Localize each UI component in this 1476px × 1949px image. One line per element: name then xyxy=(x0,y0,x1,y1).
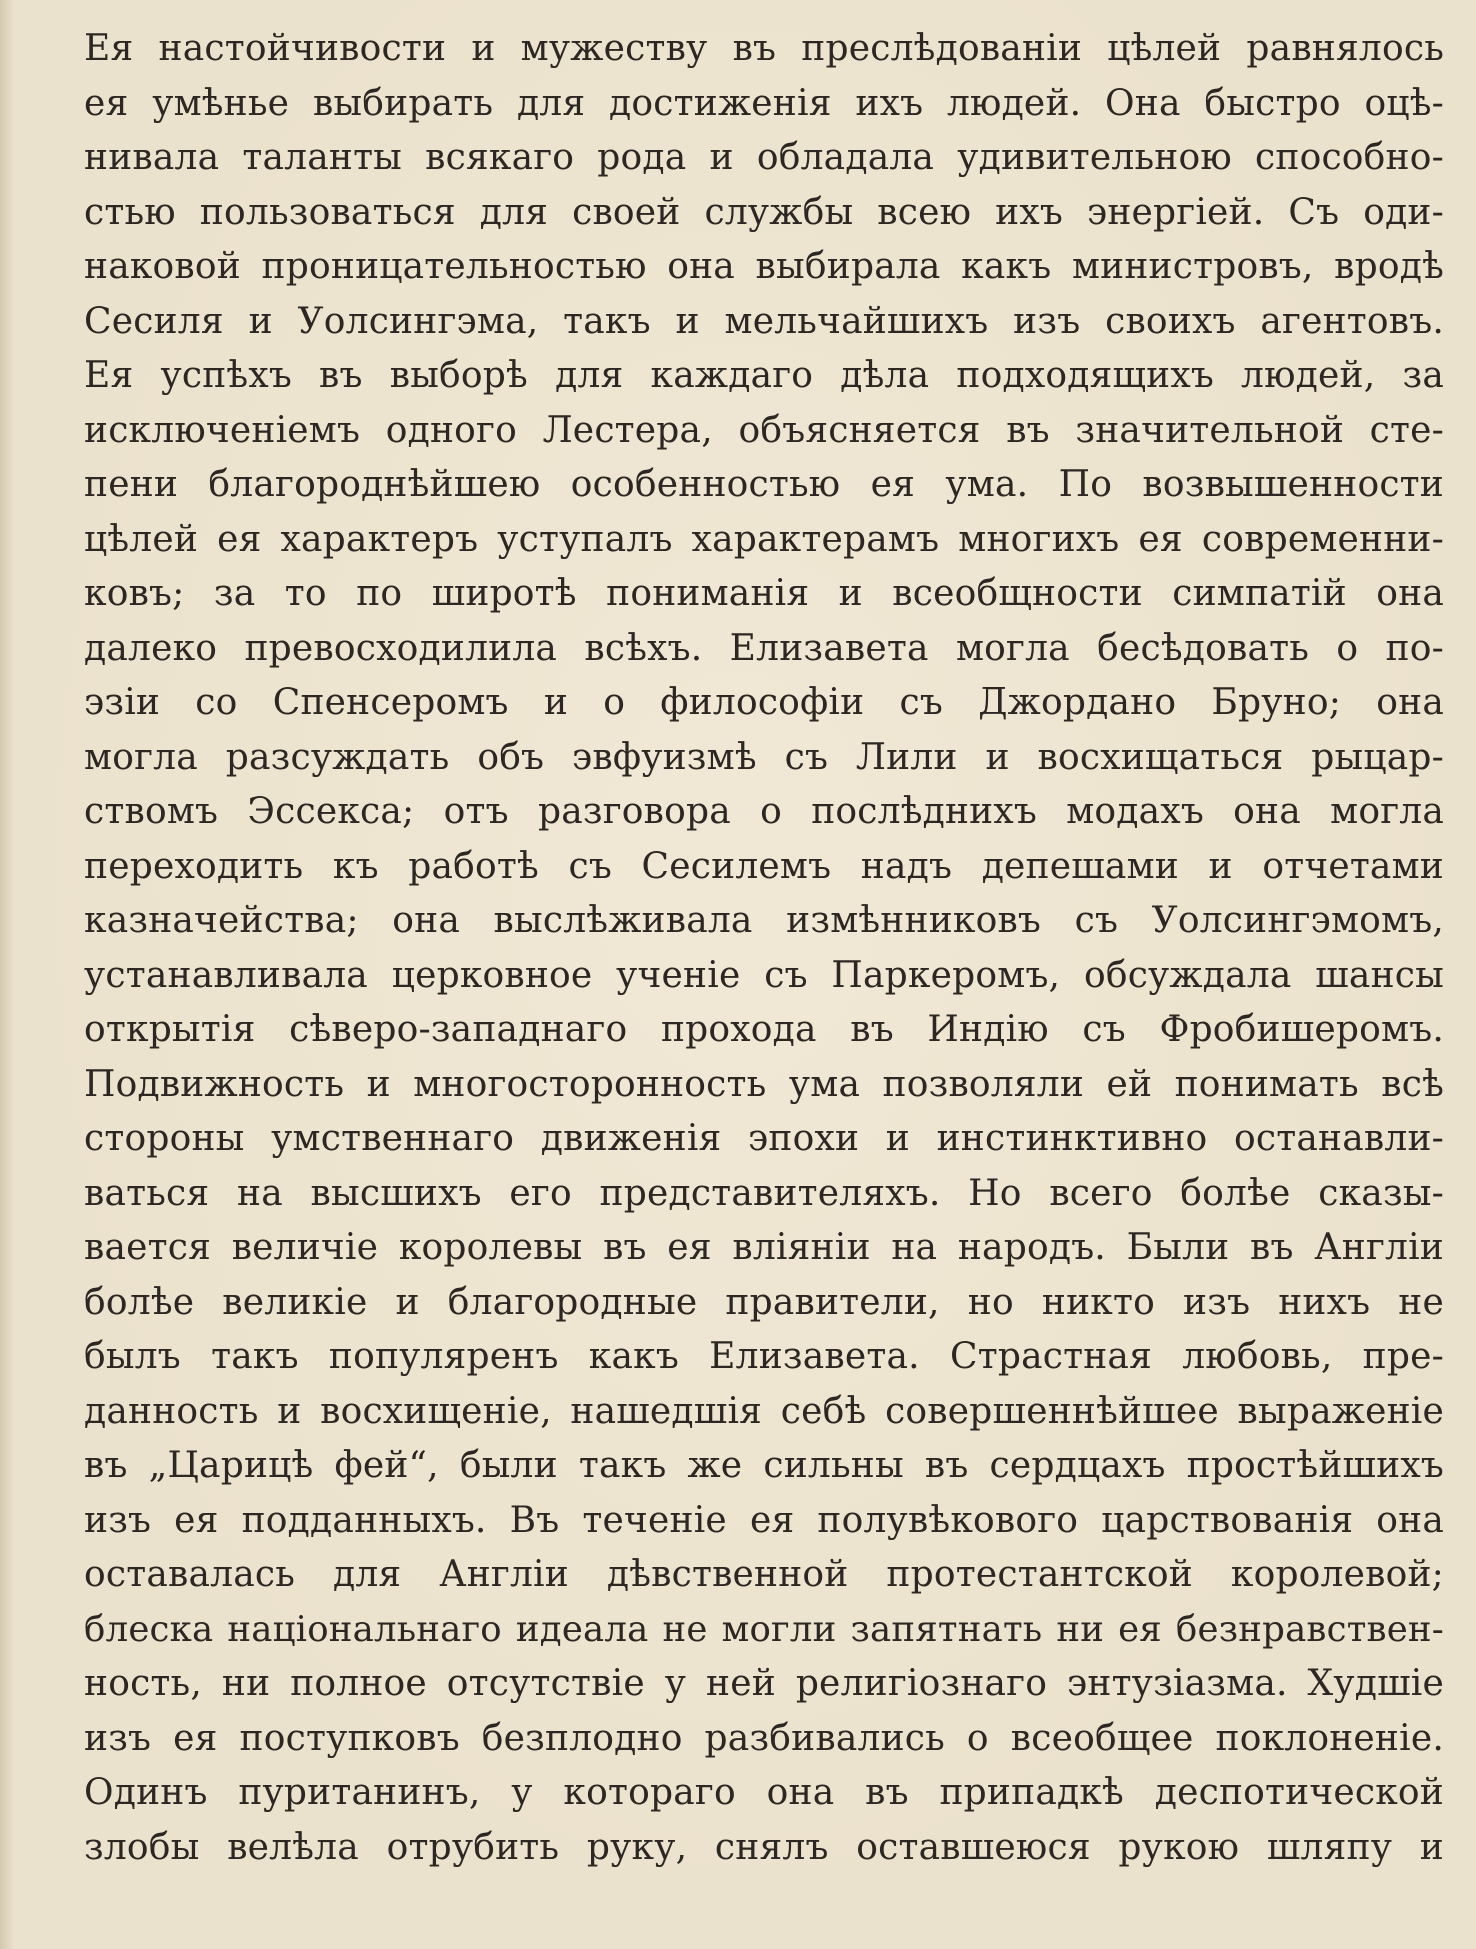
text-line-32: изъ ея поступковъ безплодно разбивались о всеобщее поклоненіе. xyxy=(84,1717,1444,1759)
text-line-31: ность, ни полное отсутствіе у ней религіознаго энтузіазма. Худшіе xyxy=(84,1663,1444,1704)
text-line-26: данность и восхищеніе, нашедшія себѣ совершеннѣйшее выраженіе xyxy=(84,1390,1444,1432)
text-line-1: Ея настойчивости и мужеству въ преслѣдованіи цѣлей равнялось xyxy=(84,28,1444,69)
text-line-20: Подвижность и многосторонность ума позволяли ей понимать всѣ xyxy=(84,1063,1444,1105)
text-line-13: эзіи со Спенсеромъ и о философіи съ Джордано Бруно; она xyxy=(84,682,1444,723)
text-line-11: ковъ; за то по широтѣ пониманія и всеобщности симпатій она xyxy=(84,573,1444,614)
text-line-18: устанавливала церковное ученіе съ Паркеромъ, обсуждала шансы xyxy=(84,954,1444,996)
text-line-6: Сесиля и Уолсингэма, такъ и мельчайшихъ изъ своихъ агентовъ. xyxy=(84,300,1444,342)
text-line-30: блеска національнаго идеала не могли запятнать ни ея безнравствен- xyxy=(84,1608,1444,1650)
text-line-7: Ея успѣхъ въ выборѣ для каждаго дѣла подходящихъ людей, за xyxy=(84,355,1444,396)
text-line-2: ея умѣнье выбирать для достиженія ихъ людей. Она быстро оцѣ- xyxy=(84,82,1444,124)
text-line-3: нивала таланты всякаго рода и обладала удивительною способно- xyxy=(84,137,1444,178)
text-line-34: злобы велѣла отрубить руку, снялъ оставшеюся рукою шляпу и xyxy=(84,1826,1444,1868)
text-line-23: вается величіе королевы въ ея вліяніи на народъ. Были въ Англіи xyxy=(84,1227,1444,1268)
text-line-28: изъ ея подданныхъ. Въ теченіе ея полувѣкового царствованія она xyxy=(84,1499,1444,1541)
text-line-14: могла разсуждать объ эвфуизмѣ съ Лили и восхищаться рыцар- xyxy=(84,736,1444,778)
text-line-24: болѣе великіе и благородные правители, но никто изъ нихъ не xyxy=(84,1281,1444,1323)
text-line-27: въ „Царицѣ фей“, были такъ же сильны въ сердцахъ простѣйшихъ xyxy=(84,1445,1444,1486)
text-line-33: Одинъ пуританинъ, у котораго она въ припадкѣ деспотической xyxy=(84,1772,1444,1813)
text-line-9: пени благороднѣйшею особенностью ея ума. По возвышенности xyxy=(84,464,1444,505)
text-line-15: ствомъ Эссекса; отъ разговора о послѣднихъ модахъ она могла xyxy=(84,791,1444,832)
text-line-29: оставалась для Англіи дѣвственной протестантской королевой; xyxy=(84,1554,1444,1595)
text-line-17: казначейства; она выслѣживала измѣнниковъ съ Уолсингэмомъ, xyxy=(84,900,1444,941)
text-line-12: далеко превосходилила всѣхъ. Елизавета могла бесѣдовать о по- xyxy=(84,627,1444,669)
text-line-25: былъ такъ популяренъ какъ Елизавета. Страстная любовь, пре- xyxy=(84,1336,1444,1377)
text-line-4: стью пользоваться для своей службы всею ихъ энергіей. Съ оди- xyxy=(84,191,1444,233)
text-line-8: исключеніемъ одного Лестера, объясняется въ значительной сте- xyxy=(84,409,1444,451)
text-line-21: стороны умственнаго движенія эпохи и инстинктивно останавли- xyxy=(84,1118,1444,1159)
text-line-5: наковой проницательностью она выбирала какъ министровъ, вродѣ xyxy=(84,246,1444,287)
body-text xyxy=(84,22,1444,1875)
text-line-16: переходить къ работѣ съ Сесилемъ надъ депешами и отчетами xyxy=(84,845,1444,887)
text-line-10: цѣлей ея характеръ уступалъ характерамъ многихъ ея современни- xyxy=(84,518,1444,560)
text-line-22: ваться на высшихъ его представителяхъ. Но всего болѣе сказы- xyxy=(84,1172,1444,1214)
page-edge-shadow xyxy=(0,0,14,1949)
text-line-19: открытія сѣверо-западнаго прохода въ Индію съ Фробишеромъ. xyxy=(84,1009,1444,1050)
